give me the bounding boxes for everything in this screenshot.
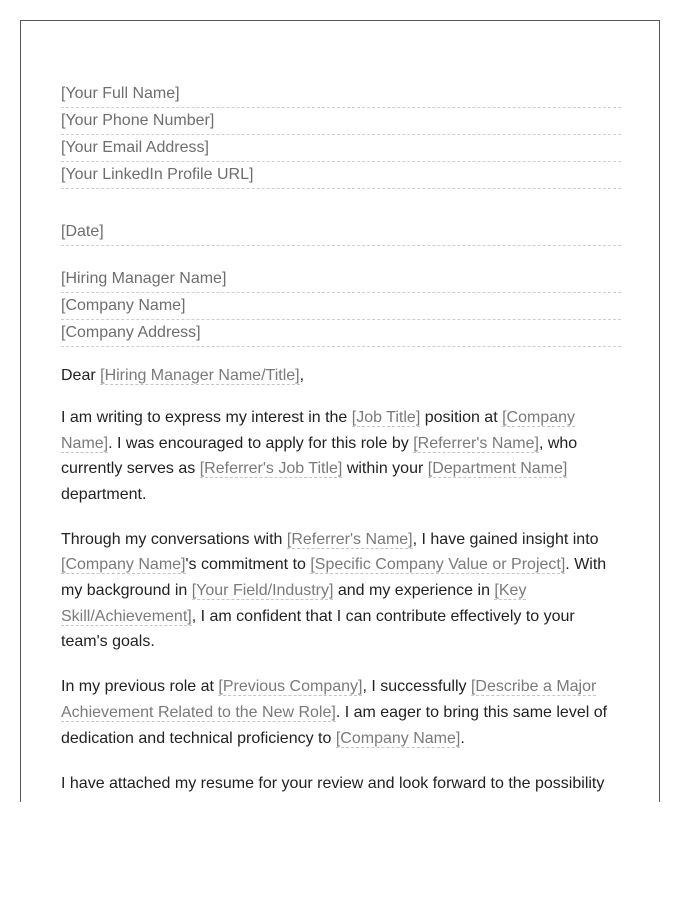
company-name-placeholder[interactable]: [Company Name] [335,729,461,747]
p2-text-6: , I am confident that I can contribute effectively to your team's goals. [61,607,575,651]
company-value-placeholder[interactable]: [Specific Company Value or Project] [310,556,566,574]
field-industry-placeholder[interactable]: [Your Field/Industry] [191,582,334,600]
p2-text-2: , I have gained insight into [412,530,599,548]
referrer-name-placeholder[interactable]: [Referrer's Name] [286,530,413,548]
body-paragraph-4 [61,771,621,797]
previous-company-placeholder[interactable]: [Previous Company] [218,678,363,696]
sender-phone-field[interactable]: [Your Phone Number] [61,108,621,135]
p3-text-2: , I successfully [362,678,471,696]
salutation [61,363,621,389]
p1-text-6: department. [61,485,147,503]
p1-text-1: I am writing to express my interest in the [61,409,352,426]
sender-full-name-field[interactable]: [Your Full Name] [61,81,621,108]
company-name-placeholder[interactable]: [Company Name] [61,556,186,574]
p2-text-1: Through my conversations with [61,530,287,548]
company-name-field[interactable]: [Company Name] [61,293,621,320]
salutation-name-placeholder[interactable]: [Hiring Manager Name/Title] [100,367,300,384]
company-name-placeholder[interactable]: [Company Name] [61,409,576,452]
p1-text-5: within your [342,460,428,478]
salutation-comma: , [299,367,305,384]
p3-text-4: . [460,729,465,747]
company-address-field[interactable]: [Company Address] [61,320,621,347]
letter-content [61,81,621,796]
p3-text-1: In my previous role at [61,678,219,696]
p3-text-3: . I am eager to bring this same level of dedication and technical proficiency to [61,703,608,747]
p2-text-5: and my experience in [333,582,495,600]
major-achievement-placeholder[interactable]: [Describe a Major Achievement Related to the New Role] [61,678,597,721]
p1-text-3: . I was encouraged to apply for this role by [108,434,414,452]
body-paragraph-3 [61,674,621,751]
p4-text-1: I have attached my resume for your review and look forward to the possibility [61,774,605,792]
date-field[interactable]: [Date] [61,219,621,246]
sender-email-field[interactable]: [Your Email Address] [61,135,621,162]
hiring-manager-field[interactable]: [Hiring Manager Name] [61,266,621,293]
salutation-greeting: Dear [61,367,101,384]
referrer-job-title-placeholder[interactable]: [Referrer's Job Title] [199,460,343,478]
referrer-name-placeholder[interactable]: [Referrer's Name] [413,434,539,452]
sender-linkedin-field[interactable]: [Your LinkedIn Profile URL] [61,162,621,189]
job-title-placeholder[interactable]: [Job Title] [351,409,421,426]
p2-text-4: . With my background in [61,556,607,600]
letter-page [20,20,660,802]
key-skill-placeholder[interactable]: [Key Skill/Achievement] [61,582,527,625]
recipient-block [61,266,621,347]
body-paragraph-2 [61,527,621,655]
department-name-placeholder[interactable]: [Department Name] [427,460,568,478]
p2-text-3: 's commitment to [185,556,311,574]
p1-text-2: position at [420,409,503,426]
sender-block [61,81,621,189]
p1-text-4: , who currently serves as [61,434,578,478]
body-paragraph-1 [61,405,621,507]
